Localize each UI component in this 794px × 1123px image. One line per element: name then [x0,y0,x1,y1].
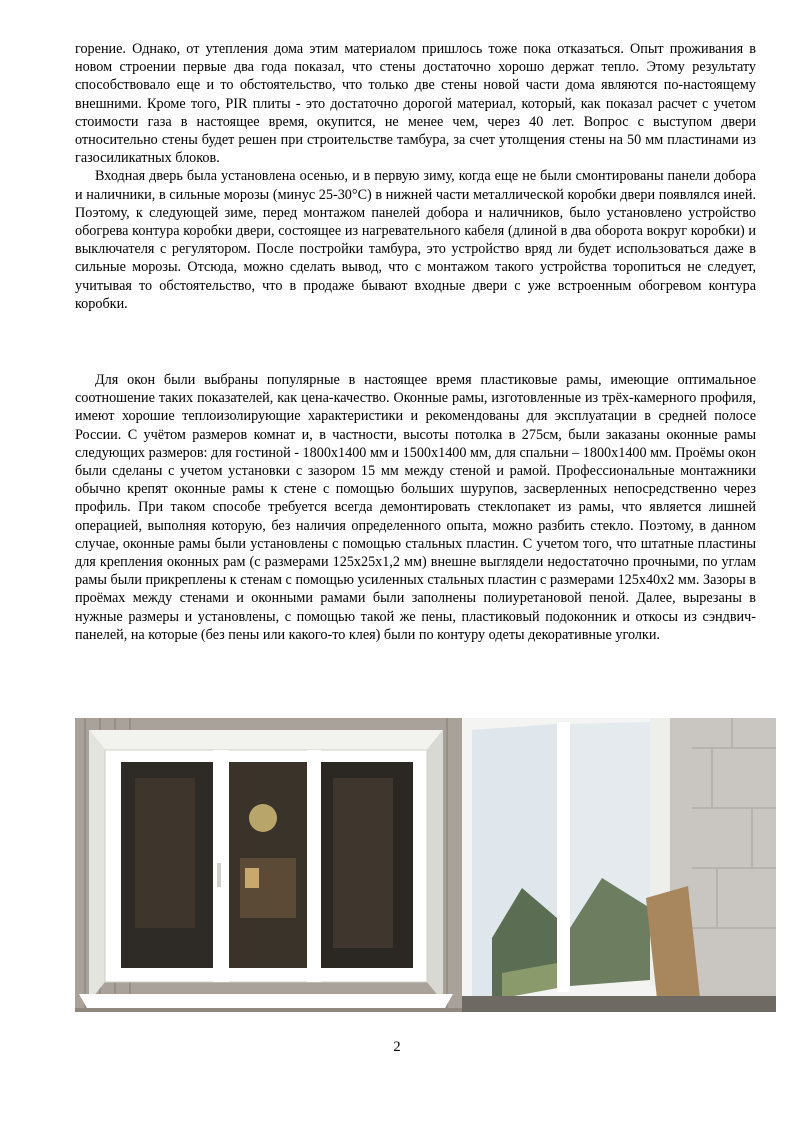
photo-interior-window [75,718,504,1012]
text-block-top [75,40,756,313]
paragraph-insulation: горение. Однако, от утепления дома этим материалом пришлось тоже пока отказаться. Опыт проживания в новом строении первые два года показал, что стены достаточно хорошо держат тепло. Этому результату способствовало еще и то обстоятельство, что только две стены новой части дома являются по-настоящему внешними. Кроме того, PIR плиты - это достаточно дорогой материал, который, как показал расчет с учетом стоимости газа в настоящее время, окупится, не менее чем, через 40 лет. Вопрос с выступом двери относительно стены будет решен при строительстве тамбура, за счет утолщения стены на 50 мм пластинами из газосиликатных блоков. [75,41,756,167]
window-installation-illustration [462,718,776,1012]
interior-window-illustration [75,718,504,1012]
paragraph-windows: Для окон были выбраны популярные в настоящее время пластиковые рамы, имеющие оптимальное соотношение таких показателей, как цена-качество. Оконные рамы, изготовленные из трёх-камерного профиля, имеют хорошие теплоизолирующие характеристики и рекомендованы для эксплуатации в средней полосе России. С учётом размеров комнат и, в частности, высоты потолка в 275см, были заказаны оконные рамы следующих размеров: для гостиной - 1800х1400 мм и 1500х1400 мм, для спальни – 1800х1400 мм. Проёмы окон были сделаны с учетом установки с зазором 15 мм между стеной и рамой. Профессиональные монтажники обычно крепят оконные рамы к стене с помощью больших шурупов, засверленных непосредственно через профиль. При таком способе требуется всегда демонтировать стеклопакет из рамы, что является лишней операцией, выполняя которую, без наличия определенного опыта, можно разбить стекло. Поэтому, в данном случае, оконные рамы были установлены с помощью стальных пластин. С учетом того, что штатные пластины для крепления оконных рам (с размерами 125х25х1,2 мм) внешне выглядели недостаточно прочными, по углам рамы были прикреплены к стенам с помощью усиленных стальных пластин с размерами 125х40х2 мм. Зазоры в проёмах между стенами и оконными рамами были заполнены полиуретановой пеной. Далее, вырезаны в нужные размеры и установлены, с помощью такой же пены, пластиковый подоконник и откосы из сэндвич-панелей, на которые (без пены или какого-то клея) были по контуру одеты декоративные уголки. [75,372,756,643]
page-number: 2 [393,1039,401,1055]
paragraph-entrance-door: Входная дверь была установлена осенью, и в первую зиму, когда еще не были смонтированы панели добора и наличники, в сильные морозы (минус 25-30°С) в нижней части металлической коробки двери появлялся иней. Поэтому, к следующей зиме, перед монтажом панелей добора и наличников, было установлено устройство обогрева контура коробки двери, состоящее из нагревательного кабеля (длиной в два оборота вокруг коробки) и выключателя с регулятором. После постройки тамбура, это устройство вряд ли будет использоваться даже в сильные морозы. Отсюда, можно сделать вывод, что с монтажом такого устройства торопиться не следует, учитывая то обстоятельство, что в продаже бывают входные двери с уже встроенным обогревом контура коробки. [75,168,756,312]
text-block-windows [75,371,756,644]
photo-window-installation [462,718,776,1012]
